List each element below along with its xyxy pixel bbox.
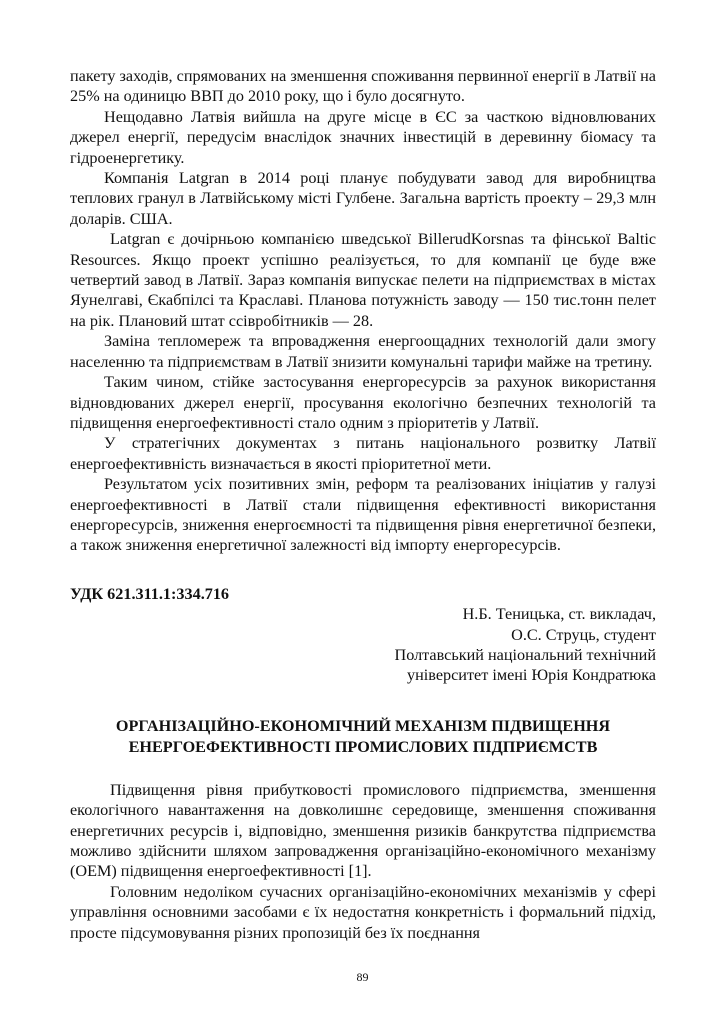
affiliation-line: Полтавський національний технічний bbox=[394, 645, 656, 664]
paragraph-strategy-documents: У стратегічних документах з питань національного розвитку Латвії енергоефективність визначається в якості пріоритетної мети. bbox=[70, 434, 656, 473]
paragraph-renewables-rank: Нещодавно Латвія вийшла на друге місце в ЄС за часткою відновлюваних джерел енергії, передусім внаслідок значних інвестицій в деревинну біомасу та гідроенергетику. bbox=[70, 107, 656, 167]
title-line: ОРГАНІЗАЦІЙНО-ЕКОНОМІЧНИЙ МЕХАНІЗМ ПІДВИЩЕННЯ bbox=[115, 716, 611, 735]
paragraph-oem-intro: Підвищення рівня прибутковості промислового підприємства, зменшення екологічного навантаження на довколишнє середовище, зменшення споживання енергетичних ресурсів і, відповідно, зменшення ризиків банкрутства підприємства можливо здійснити шляхом запровадження організаційно-економічного механізму (ОЕМ) підвищення енергоефективності [1]. bbox=[70, 780, 656, 881]
author-block bbox=[70, 604, 656, 686]
paragraph-heating-networks: Заміна тепломереж та впровадження енергоощадних технологій дали змогу населенню та підприємствам в Латвії знизити комунальні тарифи майже на третину. bbox=[70, 332, 656, 371]
udc-code: УДК 621.311.1:334.716 bbox=[70, 584, 230, 603]
paragraph-oem-shortcomings: Головним недоліком сучасних організаційно-економічних механізмів у сфері управління основними засобами є їх недостатня конкретність і формальний підхід, просте підсумовування різних пропозицій без їх поєднання bbox=[70, 882, 656, 942]
article-title bbox=[70, 716, 656, 758]
paragraph-continuation: пакету заходів, спрямованих на зменшення споживання первинної енергії в Латвії на 25% на одиницю ВВП до 2010 року, що і було досягнуто. bbox=[70, 67, 656, 106]
article-body bbox=[70, 780, 656, 943]
author-line: О.С. Струць, студент bbox=[511, 625, 656, 644]
title-line: ЕНЕРГОЕФЕКТИВНОСТІ ПРОМИСЛОВИХ ПІДПРИЄМСТВ bbox=[128, 737, 598, 756]
paragraph-latgran-subsidiary: Latgran є дочірньою компанією шведської BillerudKorsnas та фінської Baltic Resources. Якщо проект успішно реалізується, то для компанії це буде вже четвертий завод в Латвії. Зараз компанія випускає пелети на підприємствах в містах Яунелгаві, Єкабпілсі та Краславі. Планова потужність заводу — 150 тис.тонн пелет на рік. Плановий штат ссівробітників — 28. bbox=[70, 230, 656, 330]
paragraph-results: Результатом усіх позитивних змін, реформ та реалізованих ініціатив у галузі енергоефективності в Латвії стали підвищення ефективності використання енергоресурсів, зниження енергоємності та підвищення рівня енергетичної безпеки, а також зниження енергетичної залежності від імпорту енергоресурсів. bbox=[70, 475, 656, 555]
page-content bbox=[70, 66, 656, 943]
affiliation-line: університет імені Юрія Кондратюка bbox=[407, 666, 656, 685]
page-number: 89 bbox=[356, 970, 369, 984]
paragraph-priorities: Таким чином, стійке застосування енергоресурсів за рахунок використання відновдюваних джерел енергії, просування екологічно безпечних технологій та підвищення енергоефективності стало одним з пріоритетів у Латвії. bbox=[70, 373, 656, 432]
paragraph-latgran-plant: Компанія Latgran в 2014 році планує побудувати завод для виробництва теплових гранул в Латвійському місті Гулбене. Загальна вартість проекту – 29,3 млн доларів. США. bbox=[70, 169, 656, 228]
author-line: Н.Б. Теницька, ст. викладач, bbox=[462, 605, 656, 624]
